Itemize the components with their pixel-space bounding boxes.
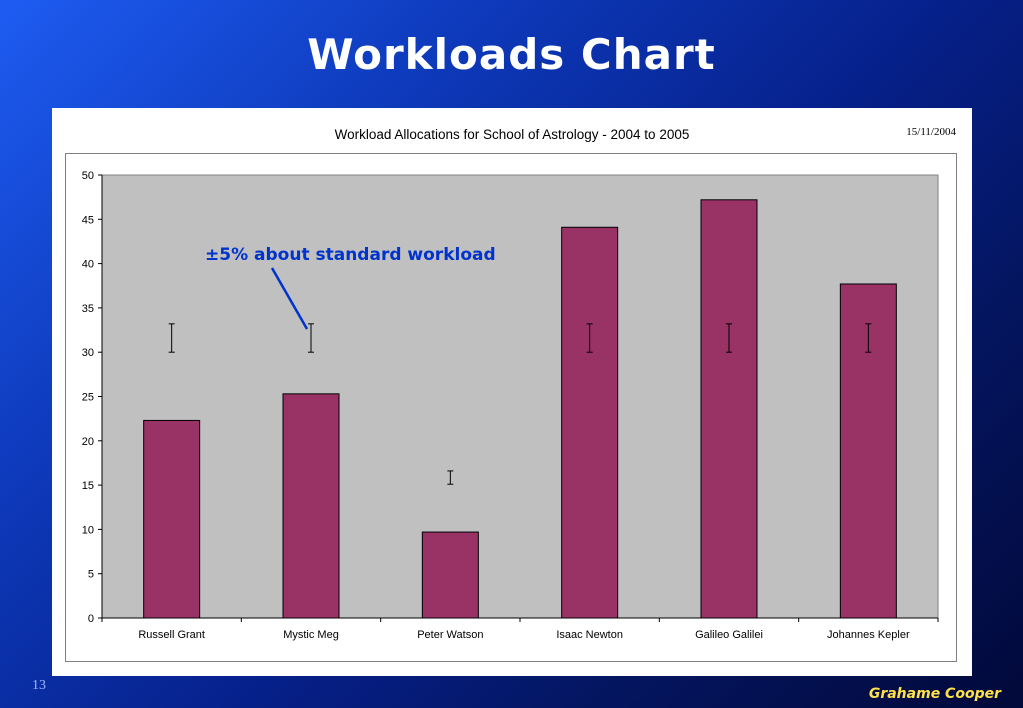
y-tick-label: 40 [81, 258, 94, 271]
y-tick-label: 30 [81, 347, 94, 360]
bar [562, 227, 618, 618]
y-tick-label: 15 [81, 480, 94, 493]
chart-frame [52, 108, 972, 676]
y-tick-label: 35 [81, 302, 94, 315]
annotation-label: ±5% about standard workload [205, 245, 496, 265]
y-tick-label: 10 [81, 524, 94, 537]
x-tick-label: Peter Watson [417, 629, 484, 641]
y-tick-label: 25 [81, 391, 94, 404]
bar [701, 200, 757, 618]
bar-chart [52, 108, 972, 676]
slide-title: Workloads Chart [307, 30, 716, 79]
y-tick-label: 20 [81, 435, 94, 448]
chart-date: 15/11/2004 [906, 126, 956, 138]
y-tick-label: 5 [87, 568, 94, 581]
x-tick-label: Mystic Meg [283, 629, 339, 641]
y-tick-label: 0 [87, 613, 94, 625]
x-tick-label: Galileo Galilei [695, 629, 763, 641]
chart-title: Workload Allocations for School of Astrology - 2004 to 2005 [334, 127, 690, 142]
bar [144, 420, 200, 618]
x-tick-label: Russell Grant [138, 629, 205, 641]
x-tick-label: Isaac Newton [556, 629, 623, 641]
y-tick-label: 50 [81, 170, 94, 182]
bar [422, 532, 478, 618]
x-tick-label: Johannes Kepler [827, 629, 910, 641]
author-name: Grahame Cooper [868, 686, 1001, 702]
bar [283, 394, 339, 618]
plot-area [102, 175, 938, 618]
y-tick-label: 45 [81, 214, 94, 227]
slide-number: 13 [32, 678, 46, 693]
